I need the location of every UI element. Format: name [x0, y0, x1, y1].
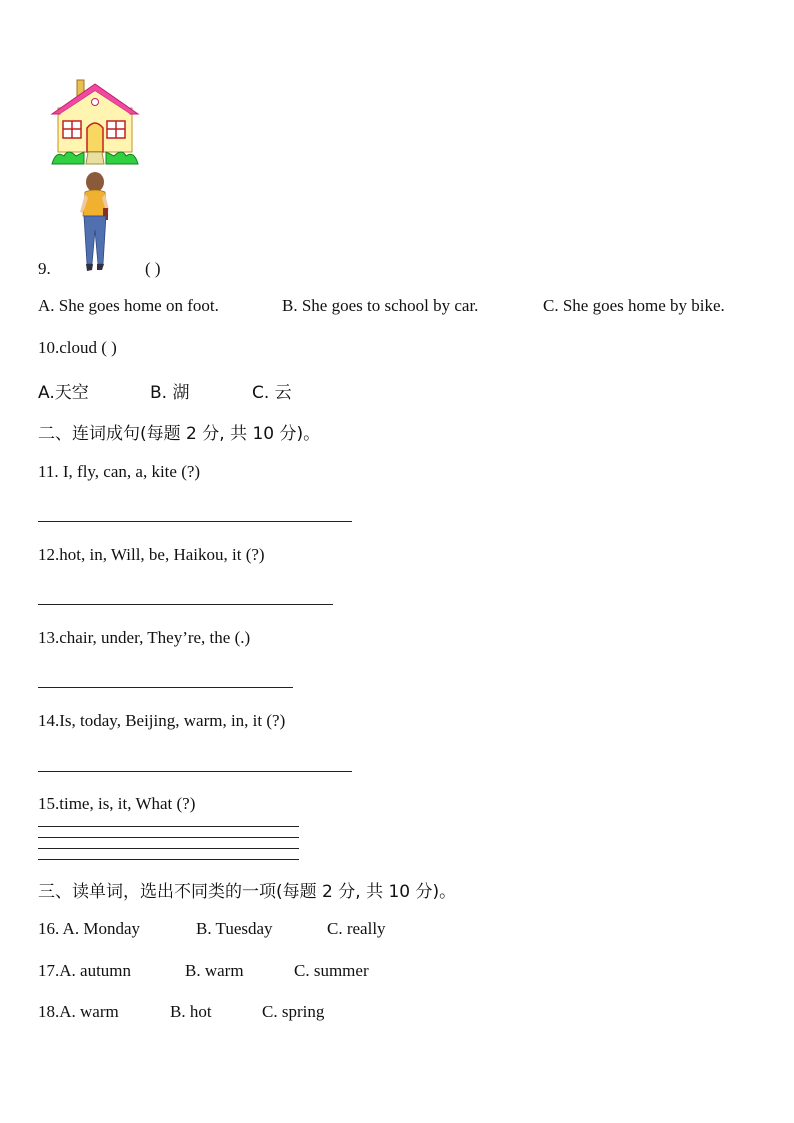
q11-prompt: 11. I, fly, can, a, kite (?) [38, 462, 201, 481]
q11-answer-line[interactable] [38, 521, 352, 522]
q15-answer-line-1[interactable] [38, 826, 299, 827]
house-illustration [50, 78, 140, 166]
q10-option-c: C. 云 [252, 383, 292, 403]
q10-prompt: 10.cloud ( ) [38, 338, 117, 357]
section-2-title: 二、连词成句(每题 2 分, 共 10 分)。 [38, 424, 321, 444]
q14-answer-line[interactable] [38, 771, 352, 772]
q18-option-c: C. spring [262, 1002, 325, 1021]
q9-answer-paren: ( ) [145, 259, 161, 278]
q17-option-a: 17.A. autumn [38, 961, 132, 980]
q16-option-c: C. really [327, 919, 386, 938]
q12-prompt: 12.hot, in, Will, be, Haikou, it (?) [38, 545, 265, 564]
q13-answer-line[interactable] [38, 687, 293, 688]
q16-option-a: 16. A. Monday [38, 919, 140, 938]
q9-option-b: B. She goes to school by car. [282, 296, 479, 315]
q15-answer-line-4[interactable] [38, 859, 299, 860]
girl-walking-illustration [76, 172, 114, 274]
q18-option-a: 18.A. warm [38, 1002, 119, 1021]
section-3-title: 三、读单词，选出不同类的一项(每题 2 分, 共 10 分)。 [38, 882, 457, 902]
q17-option-b: B. warm [185, 961, 244, 980]
q12-answer-line[interactable] [38, 604, 333, 605]
q15-answer-line-2[interactable] [38, 837, 299, 838]
q17-option-c: C. summer [294, 961, 369, 980]
q16-option-b: B. Tuesday [196, 919, 273, 938]
q9-option-c: C. She goes home by bike. [543, 296, 725, 315]
q9-option-a: A. She goes home on foot. [38, 296, 219, 315]
q15-prompt: 15.time, is, it, What (?) [38, 794, 196, 813]
q15-answer-line-3[interactable] [38, 848, 299, 849]
q9-number: 9. [38, 259, 51, 278]
q10-option-a: A.天空 [38, 383, 89, 403]
q10-option-b: B. 湖 [150, 383, 190, 403]
q13-prompt: 13.chair, under, They’re, the (.) [38, 628, 251, 647]
q18-option-b: B. hot [170, 1002, 212, 1021]
q14-prompt: 14.Is, today, Beijing, warm, in, it (?) [38, 711, 286, 730]
